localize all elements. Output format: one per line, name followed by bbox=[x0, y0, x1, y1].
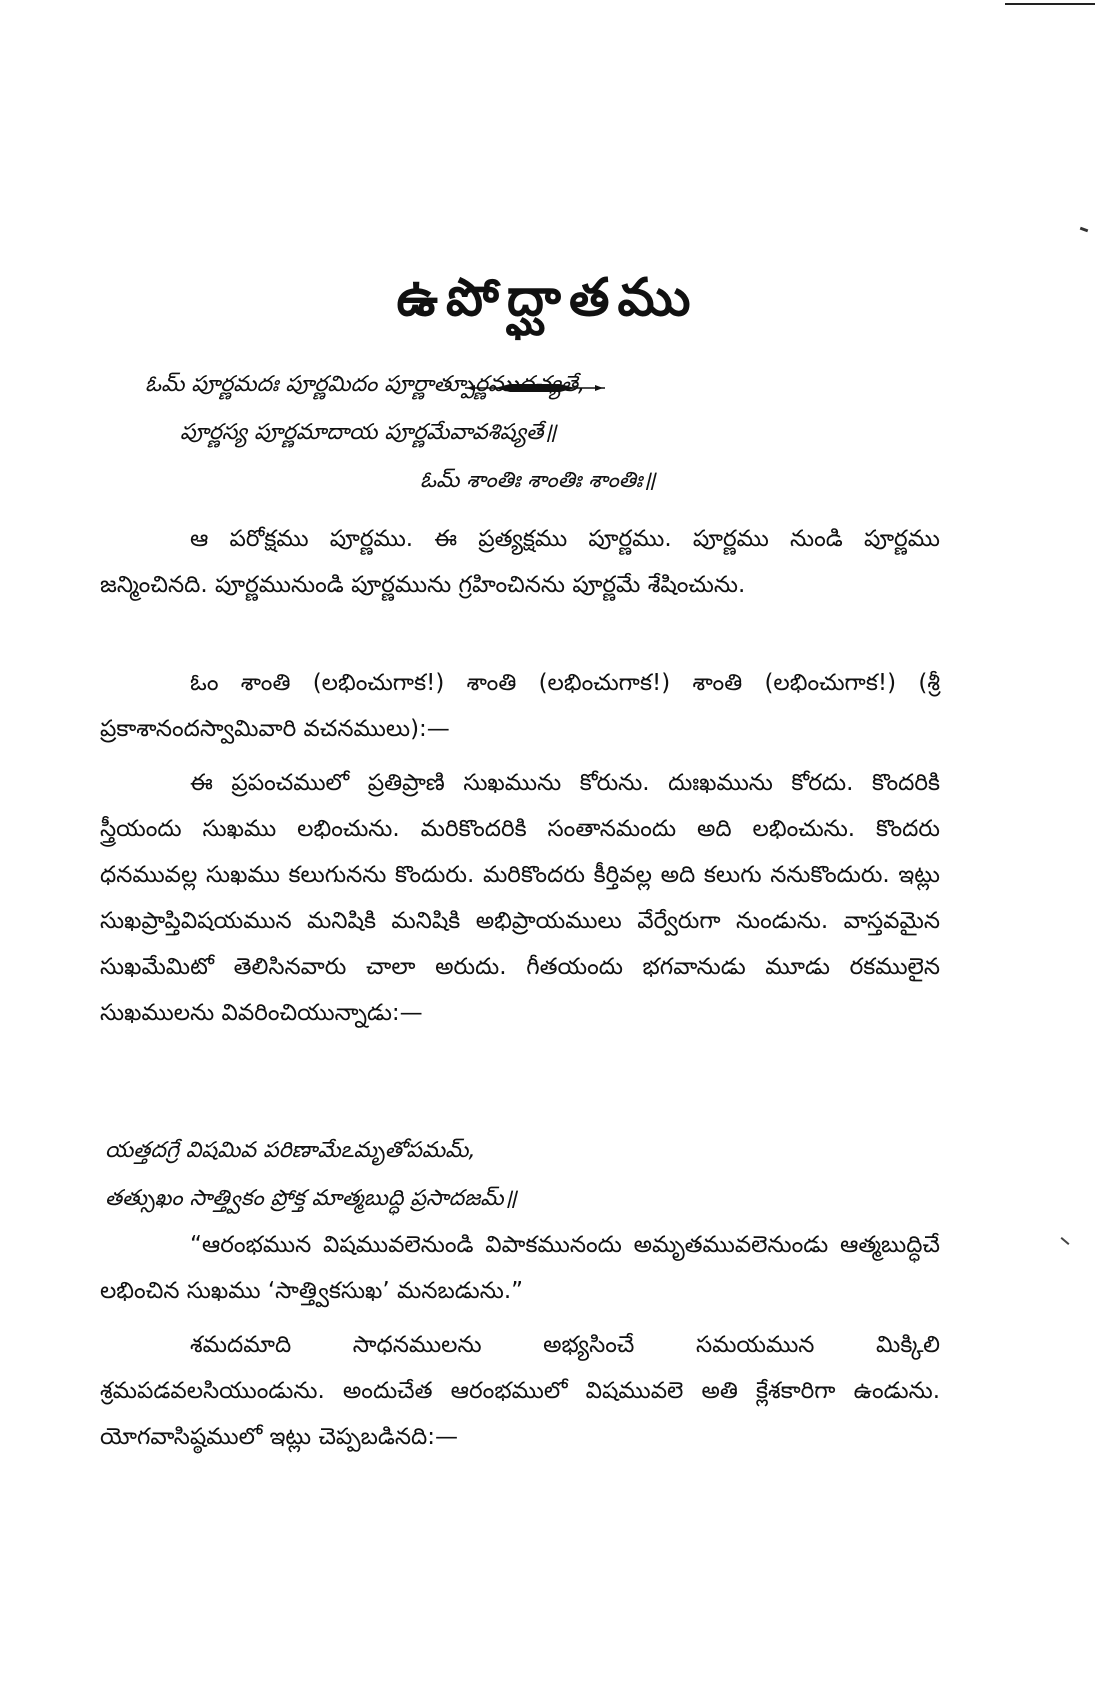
invocation-line-3: ఓమ్ శాంతిః శాంతిః శాంతిః॥ bbox=[420, 468, 656, 493]
scan-edge-line bbox=[1005, 3, 1095, 5]
paragraph-5-text: శమదమాది సాధనములను అభ్యసించే సమయమున మిక్కిలి శ్రమపడవలసియుండును. అందుచేత ఆరంభములో విషమువలె అతి క్లేశకారిగా ఉండును. యోగవాసిష్ఠములో ఇట్లు చెప్పబడినది:— bbox=[100, 1332, 940, 1450]
invocation-line-2: పూర్ణస్య పూర్ణమాదాయ పూర్ణమేవావశిష్యతే॥ bbox=[180, 420, 557, 445]
gita-verse-line-1: యత్తదగ్రే విషమివ పరిణామేఽమృతోపమమ్, bbox=[105, 1138, 476, 1163]
paragraph-1-text: ఆ పరోక్షము పూర్ణము. ఈ ప్రత్యక్షము పూర్ణము. పూర్ణము నుండి పూర్ణము జన్మించినది. పూర్ణమునుండి పూర్ణమును గ్రహించినను పూర్ణమే శేషించును. bbox=[100, 526, 940, 598]
paragraph-2 bbox=[100, 660, 940, 752]
paragraph-3 bbox=[100, 760, 940, 1036]
paragraph-3-text: ఈ ప్రపంచములో ప్రతిప్రాణి సుఖమును కోరును. దుఃఖమును కోరదు. కొందరికి స్త్రీయందు సుఖము లభించును. మరికొందరికి సంతానమందు అది లభించును. కొందరు ధనమువల్ల సుఖము కలుగునను కొందురు. మరికొందరు కీర్తివల్ల అది కలుగు ననుకొందురు. ఇట్లు సుఖప్రాప్తివిషయమున మనిషికి మనిషికి అభిప్రాయములు వేర్వేరుగా నుండును. వాస్తవమైన సుఖమేమిటో తెలిసినవారు చాలా అరుదు. గీతయందు భగవానుడు మూడు రకములైన సుఖములను వివరించియున్నాడు:— bbox=[100, 770, 940, 1026]
paragraph-5 bbox=[100, 1322, 940, 1460]
scan-edge-mark bbox=[1080, 227, 1089, 233]
gita-verse-line-2: తత్సుఖం సాత్త్వికం ప్రోక్త మాత్మబుద్ధి ప్రసాదజమ్॥ bbox=[105, 1186, 517, 1211]
paragraph-2-text: ఓం శాంతి (లభించుగాక!) శాంతి (లభించుగాక!) శాంతి (లభించుగాక!) (శ్రీ ప్రకాశానందస్వామివారి వచనములు):— bbox=[100, 670, 940, 742]
scan-edge-mark bbox=[1061, 1237, 1070, 1245]
invocation-line-1: ఓమ్ పూర్ణమదః పూర్ణమిదం పూర్ణాత్పూర్ణముదచ్యతే, bbox=[145, 372, 586, 397]
paragraph-1 bbox=[100, 516, 940, 608]
chapter-title: ఉపోద్ఘాతము bbox=[396, 268, 699, 328]
paragraph-4 bbox=[100, 1222, 940, 1314]
paragraph-4-text: “ఆరంభమున విషమువలెనుండి విపాకమునందు అమృతమువలెనుండు ఆత్మబుద్ధిచే లభించిన సుఖము ‘సాత్త్వికసుఖ’ మనబడును.” bbox=[100, 1232, 940, 1304]
